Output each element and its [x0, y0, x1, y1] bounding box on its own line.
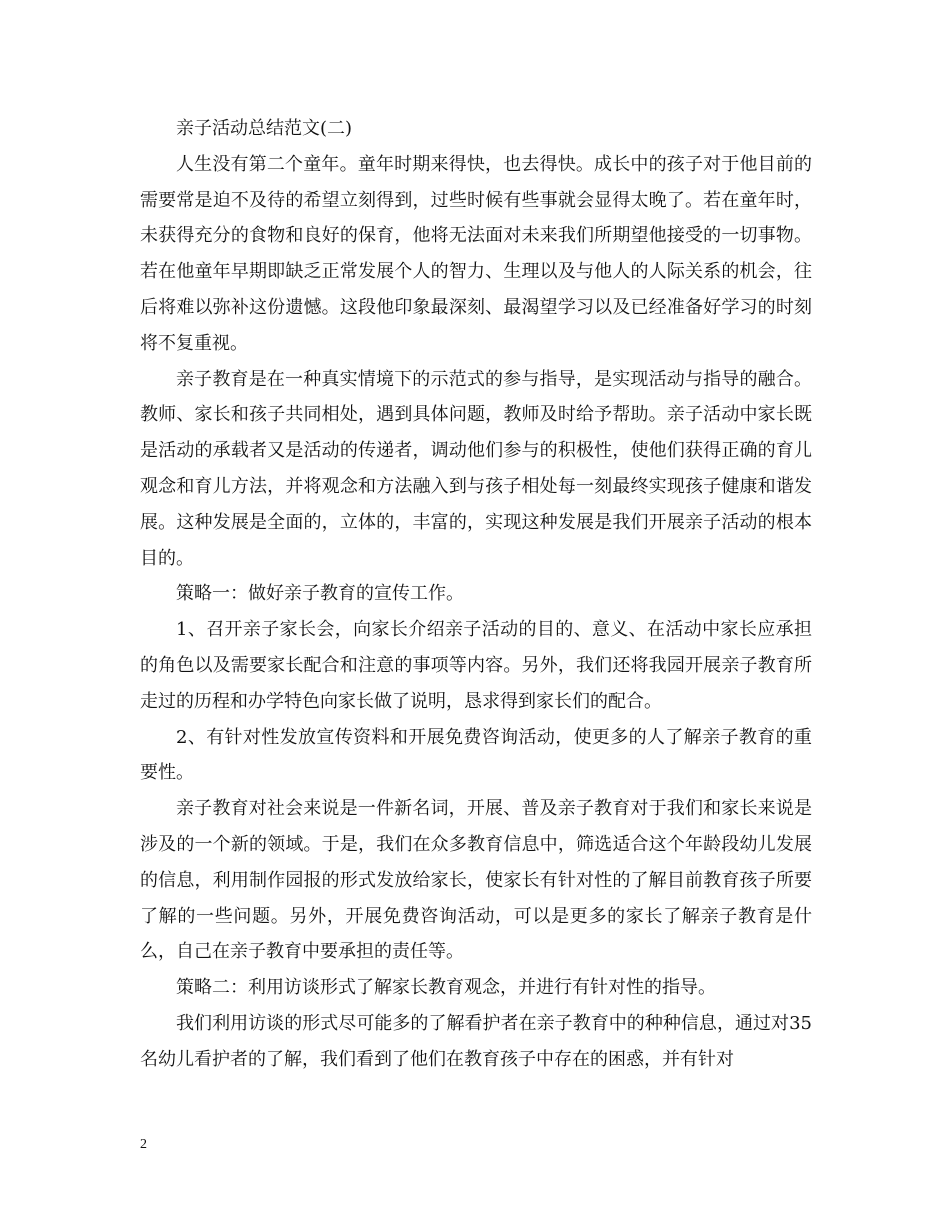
paragraph-parent-child-education: 亲子教育是在一种真实情境下的示范式的参与指导，是实现活动与指导的融合。教师、家长和孩子共同相处，遇到具体问题，教师及时给予帮助。亲子活动中家长既是活动的承载者又是活动的传递者，调动他们参与的积极性，使他们获得正确的育儿观念和育儿方法，并将观念和方法融入到与孩子相处每一刻最终实现孩子健康和谐发展。这种发展是全面的，立体的，丰富的，实现这种发展是我们开展亲子活动的根本目的。 [140, 368, 812, 569]
strategy-one-heading: 策略一：做好亲子教育的宣传工作。 [176, 583, 464, 605]
strategy-two-heading: 策略二：利用访谈形式了解家长教育观念，并进行有针对性的指导。 [176, 977, 716, 999]
paragraph-interviews: 我们利用访谈的形式尽可能多的了解看护者在亲子教育中的种种信息，通过对35名幼儿看护者的了解，我们看到了他们在教育孩子中存在的困惑，并有针对 [140, 1012, 812, 1070]
paragraph-strategy-one-item-1: 1、召开亲子家长会，向家长介绍亲子活动的目的、意义、在活动中家长应承担的角色以及需要家长配合和注意的事项等内容。另外，我们还将我园开展亲子教育所走过的历程和办学特色向家长做了说明，恳求得到家长们的配合。 [140, 619, 812, 712]
document-body [140, 111, 812, 1078]
page-number: 2 [140, 1137, 147, 1152]
document-title: 亲子活动总结范文(二) [176, 118, 353, 139]
paragraph-childhood: 人生没有第二个童年。童年时期来得快，也去得快。成长中的孩子对于他目前的需要常是迫不及待的希望立刻得到，过些时候有些事就会显得太晚了。若在童年时，未获得充分的食物和良好的保育，他将无法面对未来我们所期望他接受的一切事物。若在他童年早期即缺乏正常发展个人的智力、生理以及与他人的人际关系的机会，往后将难以弥补这份遗憾。这段他印象最深刻、最渴望学习以及已经准备好学习的时刻将不复重视。 [140, 153, 812, 354]
paragraph-new-field: 亲子教育对社会来说是一件新名词，开展、普及亲子教育对于我们和家长来说是涉及的一个新的领域。于是，我们在众多教育信息中，筛选适合这个年龄段幼儿发展的信息，利用制作园报的形式发放给家长，使家长有针对性的了解目前教育孩子所要了解的一些问题。另外，开展免费咨询活动，可以是更多的家长了解亲子教育是什么，自己在亲子教育中要承担的责任等。 [140, 798, 812, 963]
paragraph-strategy-one-item-2: 2、有针对性发放宣传资料和开展免费咨询活动，使更多的人了解亲子教育的重要性。 [140, 726, 812, 784]
